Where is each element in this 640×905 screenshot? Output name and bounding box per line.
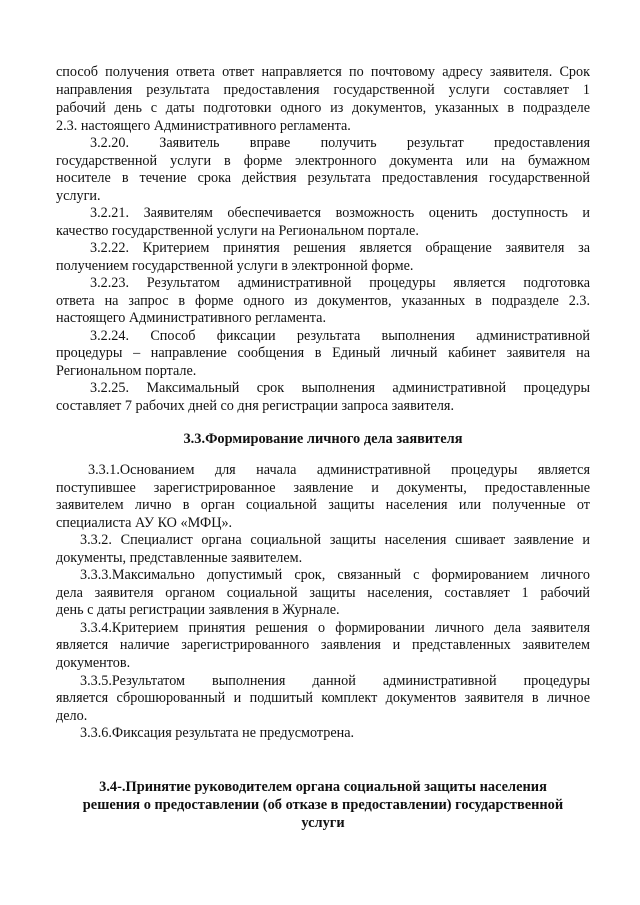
text-line: носителе в течение срока действия результата предоставления государственной: [56, 170, 590, 186]
text-line: качество государственной услуги на Региональном портале.: [56, 223, 419, 239]
text-line: 3.3.2. Специалист органа социальной защиты населения сшивает заявление и: [80, 532, 590, 548]
text-line: дела заявителя органом социальной защиты населения, составляет 1 рабочий: [56, 585, 590, 601]
text-line: государственной услуги в форме электронного документа или на бумажном: [56, 153, 590, 169]
text-line: день с даты регистрации заявления в Журнале.: [56, 602, 340, 618]
text-line: 3.2.20. Заявитель вправе получить результат предоставления: [90, 135, 590, 151]
text-line: получением государственной услуги в электронной форме.: [56, 258, 414, 274]
text-line: 3.3.5.Результатом выполнения данной административной процедуры: [80, 673, 590, 689]
text-line: составляет 7 рабочих дней со дня регистрации запроса заявителя.: [56, 398, 455, 414]
text-line: 3.2.24. Способ фиксации результата выполнения административной: [90, 328, 590, 344]
text-line: является сброшюрованный и подшитый комплект документов заявителя в личное: [56, 690, 590, 706]
text-line: 3.3.1.Основанием для начала административной процедуры является: [88, 462, 590, 478]
text-line: документов.: [56, 655, 131, 671]
text-line: дело.: [56, 708, 88, 724]
text-line: 3.3.6.Фиксация результата не предусмотрена.: [80, 725, 355, 741]
text-line: услуги.: [56, 188, 101, 204]
text-line: 3.2.21. Заявителям обеспечивается возможность оценить доступность и: [90, 205, 590, 221]
text-line: заявителем лично в орган социальной защиты населения или полученные от: [56, 497, 590, 513]
text-line: Региональном портале.: [56, 363, 197, 379]
section-heading-3-3: 3.3.Формирование личного дела заявителя: [183, 431, 463, 447]
text-line: является наличие зарегистрированного заявления и представленных заявителем: [56, 637, 590, 653]
text-line: 3.2.22. Критерием принятия решения является обращение заявителя за: [90, 240, 590, 256]
text-line: документы, представленные заявителем.: [56, 550, 303, 566]
text-line: настоящего Административного регламента.: [56, 310, 327, 326]
text-line: направления результата предоставления государственной услуги составляет 1: [56, 82, 590, 98]
text-line: поступившее зарегистрированное заявление и документы, предоставленные: [56, 480, 590, 496]
text-line: процедуры – направление сообщения в Единый личный кабинет заявителя на: [56, 345, 590, 361]
text-line: рабочий день с даты подготовки одного из документов, указанных в подразделе: [56, 100, 590, 116]
text-line: 2.3. настоящего Административного регламента.: [56, 118, 351, 134]
text-line: способ получения ответа ответ направляется по почтовому адресу заявителя. Срок: [56, 64, 590, 80]
text-line: 3.3.4.Критерием принятия решения о формировании личного дела заявителя: [80, 620, 590, 636]
text-line: 3.2.23. Результатом административной процедуры является подготовка: [90, 275, 590, 291]
text-line: специалиста АУ КО «МФЦ».: [56, 515, 233, 531]
section-heading-3-4-line3: услуги: [301, 815, 345, 831]
section-heading-3-4-line1: 3.4-.Принятие руководителем органа социальной защиты населения: [99, 779, 547, 795]
section-heading-3-4-line2: решения о предоставлении (об отказе в предоставлении) государственной: [82, 797, 564, 813]
text-line: ответа на запрос в форме одного из документов, указанных в подразделе 2.3.: [56, 293, 590, 309]
text-line: 3.2.25. Максимальный срок выполнения административной процедуры: [90, 380, 590, 396]
text-line: 3.3.3.Максимально допустимый срок, связанный с формированием личного: [80, 567, 590, 583]
